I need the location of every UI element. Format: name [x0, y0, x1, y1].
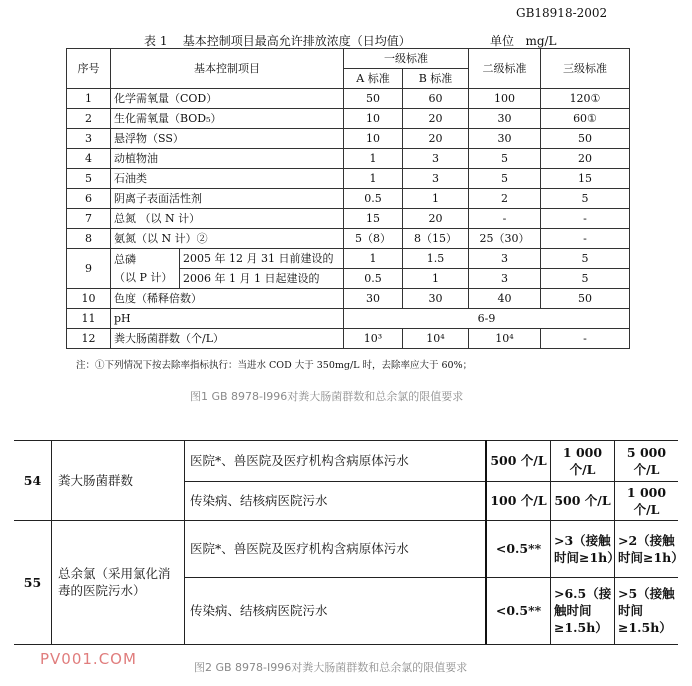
standard-code: GB18918-2002 — [516, 6, 608, 20]
header-seq: 序号 — [67, 49, 111, 89]
row9-item: 总磷 （以 P 计） — [111, 249, 180, 289]
table-row: 4 动植物油 1 3 5 20 — [67, 149, 630, 169]
figure1-caption: 图1 GB 8978-I996对粪大肠菌群数和总余氯的限值要求 — [190, 390, 464, 403]
header-b: B 标准 — [403, 69, 469, 89]
row55-b-desc: 传染病、结核病医院污水 — [190, 603, 328, 618]
row55-b-limit1: <0.5** — [495, 603, 542, 618]
table2 — [14, 440, 684, 644]
row55-b-limit3: >5（接触时间≥1.5h） — [618, 586, 675, 635]
row54-a-desc: 医院*、兽医院及医疗机构含病原体污水 — [190, 453, 409, 468]
row54-item: 粪大肠菌群数 — [58, 472, 134, 488]
row55-a-desc: 医院*、兽医院及医疗机构含病原体污水 — [190, 541, 409, 556]
table1-note: 注：①下列情况下按去除率指标执行：当进水 COD 大于 350mg/L 时，去除率应大于 60%； — [76, 360, 473, 371]
table-row: 10 色度（稀释倍数） 30 30 40 50 — [67, 289, 630, 309]
table-row: 3 悬浮物（SS） 10 20 30 50 — [67, 129, 630, 149]
row55-a-limit1: <0.5** — [495, 541, 542, 556]
rule — [51, 440, 52, 644]
table-row: 8 氨氮（以 N 计）② 5（8） 8（15） 25（30） - — [67, 229, 630, 249]
rule — [184, 440, 185, 644]
table-row: 6 阴离子表面活性剂 0.5 1 2 5 — [67, 189, 630, 209]
header-third-grade: 三级标准 — [541, 49, 630, 89]
row54-b-limit3: 1 000 个/L — [626, 484, 667, 517]
header-item: 基本控制项目 — [111, 49, 344, 89]
table-row: 5 石油类 1 3 5 15 — [67, 169, 630, 189]
row55-a-limit2: >3（接触时间≥1h） — [554, 532, 620, 565]
table1-title: 表 1 基本控制项目最高允许排放浓度（日均值） — [144, 34, 411, 48]
header-first-grade: 一级标准 — [344, 49, 469, 69]
table-row: 9 总磷 （以 P 计） 2005 年 12 月 31 日前建设的 1 1.5 3 5 — [67, 249, 630, 269]
row54-b-limit1: 100 个/L — [490, 493, 547, 508]
table-row: 7 总氮 （以 N 计） 15 20 - - — [67, 209, 630, 229]
row55-b-limit2: >6.5（接触时间≥1.5h） — [554, 586, 612, 635]
figure2-caption: 图2 GB 8978-I996对粪大肠菌群数和总余氯的限值要求 — [194, 661, 468, 674]
table-row: 11 pH 6-9 — [67, 309, 630, 329]
row55-a-limit3: >2（接触时间≥1h） — [618, 532, 684, 565]
watermark: PV001.COM — [40, 650, 137, 668]
row54-a-limit1: 500 个/L — [490, 453, 547, 468]
table-row: 12 粪大肠菌群数（个/L） 10³ 10⁴ 10⁴ - — [67, 329, 630, 349]
table-row: 2006 年 1 月 1 日起建设的 0.5 1 3 5 — [67, 269, 630, 289]
row54-a-limit2: 1 000 个/L — [562, 444, 603, 477]
table1 — [66, 48, 630, 349]
table-row: 1 化学需氧量（COD） 50 60 100 120① — [67, 89, 630, 109]
row54-b-desc: 传染病、结核病医院污水 — [190, 493, 328, 508]
table1-unit: 单位 mg/L — [490, 34, 557, 48]
header-second-grade: 二级标准 — [469, 49, 541, 89]
rule — [14, 644, 678, 645]
row54-b-limit2: 500 个/L — [554, 493, 611, 508]
table-row: 2 生化需氧量（BOD₅） 10 20 30 60① — [67, 109, 630, 129]
row55-number: 55 — [23, 574, 42, 590]
row54-number: 54 — [23, 472, 42, 488]
header-a: A 标准 — [344, 69, 403, 89]
row54-a-limit3: 5 000 个/L — [626, 444, 667, 477]
row55-item: 总余氯（采用氯化消毒的医院污水） — [58, 566, 171, 598]
